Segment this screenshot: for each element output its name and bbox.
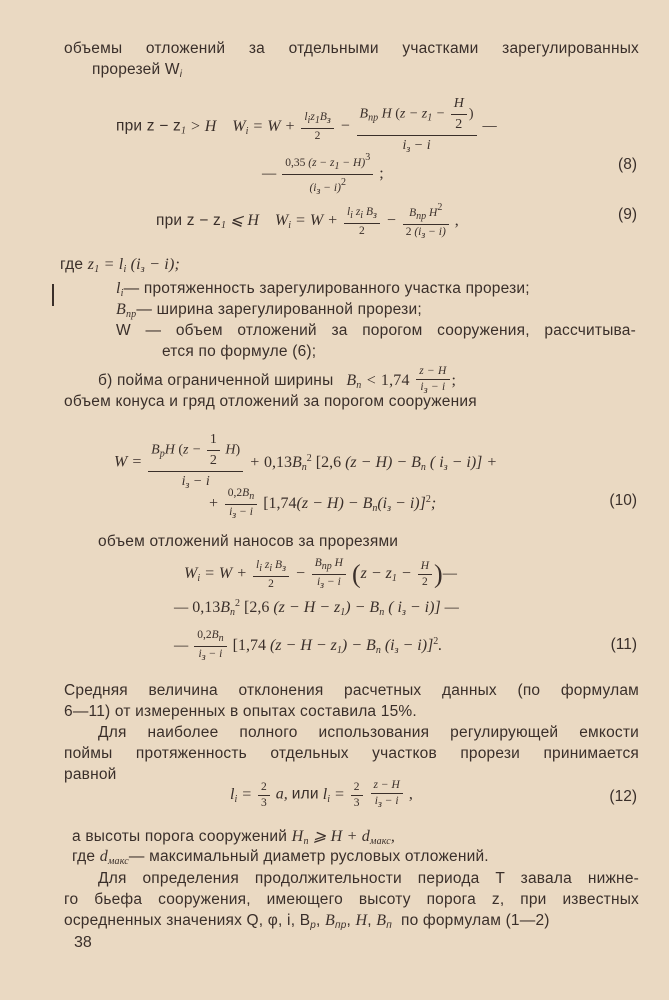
text-line: Для определения продолжительности периода T завала нижне- bbox=[98, 870, 639, 887]
text-line: а высоты порога сооружений $H_п$ ⩾ $H + d_{макс}$, bbox=[72, 828, 396, 847]
margin-mark bbox=[52, 284, 54, 306]
text-line: го бьефа сооружения, имеющего высоту порога z, при известных bbox=[64, 891, 639, 908]
page-number: 38 bbox=[74, 934, 92, 951]
equation-number: (9) bbox=[618, 206, 637, 223]
equation-number: (8) bbox=[618, 156, 637, 173]
text-line: объем отложений наносов за прорезями bbox=[98, 533, 399, 550]
equation-number: (10) bbox=[609, 492, 637, 509]
text-line: прорезей $W_i$ bbox=[92, 61, 183, 80]
text-line: Для наиболее полного использования регулирующей емкости bbox=[98, 724, 639, 741]
text-line: 6—11) от измеренных в опытах составила 15%. bbox=[64, 703, 417, 720]
equation-11-line3: — $\frac{0,2Bп}{iз - i}$ [1,74 $(z - H - z_1) - B_п$ $(i_з - i)]^2$. bbox=[174, 629, 443, 663]
equation-11-line1: $W_i = W$ + $\frac{\text{li zi Bз}}{2}$ − $\frac{\text{Bпр H}}{iз - i}$ ($z - z_1$ − $\frac{H}{2}$ )— bbox=[184, 557, 457, 591]
where-line: где $z_1 = l_i$ $(i_з - i)$; bbox=[60, 256, 181, 275]
equation-12: $l_i$ = $\frac{2}{3}$ a, или $l_i$ = $\frac{2}{3}$ $\frac{z - H}{iз - i}$ , bbox=[230, 779, 413, 810]
definition-w: W — объем отложений за порогом сооружения, рассчитыва- bbox=[116, 322, 636, 339]
text-line: поймы протяженность отдельных участков прорези принимается bbox=[64, 745, 639, 762]
definition-w-cont: ется по формуле (6); bbox=[162, 343, 317, 360]
equation-10-line2: + $\frac{0,2Bп}{iз - i}$ $[1,74(z - H) - B_п(i_з - i)]^2$; bbox=[208, 487, 437, 521]
text-line: объем конуса и гряд отложений за порогом сооружения bbox=[64, 393, 477, 410]
equation-number: (11) bbox=[610, 636, 637, 653]
equation-8-line1: при $z - z_1 > H$ $W_i = W$ + $\frac{\text{liz1Bз}}{2}$ − $B_{пр}$ H ($z - z_1$ − $\frac{H}{2}$ ) $i_з - i$ — bbox=[116, 96, 497, 155]
definition-bpr: $B_{пр}—$ ширина зарегулированной прорези; bbox=[116, 301, 422, 320]
equation-11-line2: — $0,13B_п^2$ [2,6 $(z - H - z_1) - B_п$ ( $i_з - i$)] — bbox=[174, 598, 459, 618]
equation-number: (12) bbox=[609, 788, 637, 805]
definition-li: $l_i—$ протяженность зарегулированного участка прорези; bbox=[116, 280, 530, 299]
text-line: осредненных значениях Q, φ, i, $B_р$, $B_{пр}$, H, $B_п$ по формулам (1—2) bbox=[64, 912, 550, 931]
text-line: равной bbox=[64, 766, 117, 783]
equation-8-line2: — $\frac{0,35 (z - z1 - H)3}{(iз - i)2}$ ; bbox=[262, 152, 384, 197]
equation-9: при $z - z_1$ ⩽ H $W_i = W$ + $\frac{\text{li zi Bз}}{2}$ − $\frac{\text{Bпр H2}}{2 (iз - i)}$ , bbox=[156, 202, 459, 241]
case-b-line: б) пойма ограниченной ширины $B_п < 1,74$ $\frac{z - H}{iз - i}$ ; bbox=[98, 365, 457, 396]
text-line: где $d_{макс}—$ максимальный диаметр русловых отложений. bbox=[72, 848, 489, 867]
equation-10-line1: W = $B_pH$ (z − $\frac{1}{2}$ H) $i_з - i$ + $0,13B_п^2$ [2,6 $(z - H) - B_п$ ( $i_з - i$)] + bbox=[114, 432, 498, 491]
text-line: Средняя величина отклонения расчетных данных (по формулам bbox=[64, 682, 639, 699]
text-line: объемы отложений за отдельными участками зарегулированных bbox=[64, 40, 639, 57]
